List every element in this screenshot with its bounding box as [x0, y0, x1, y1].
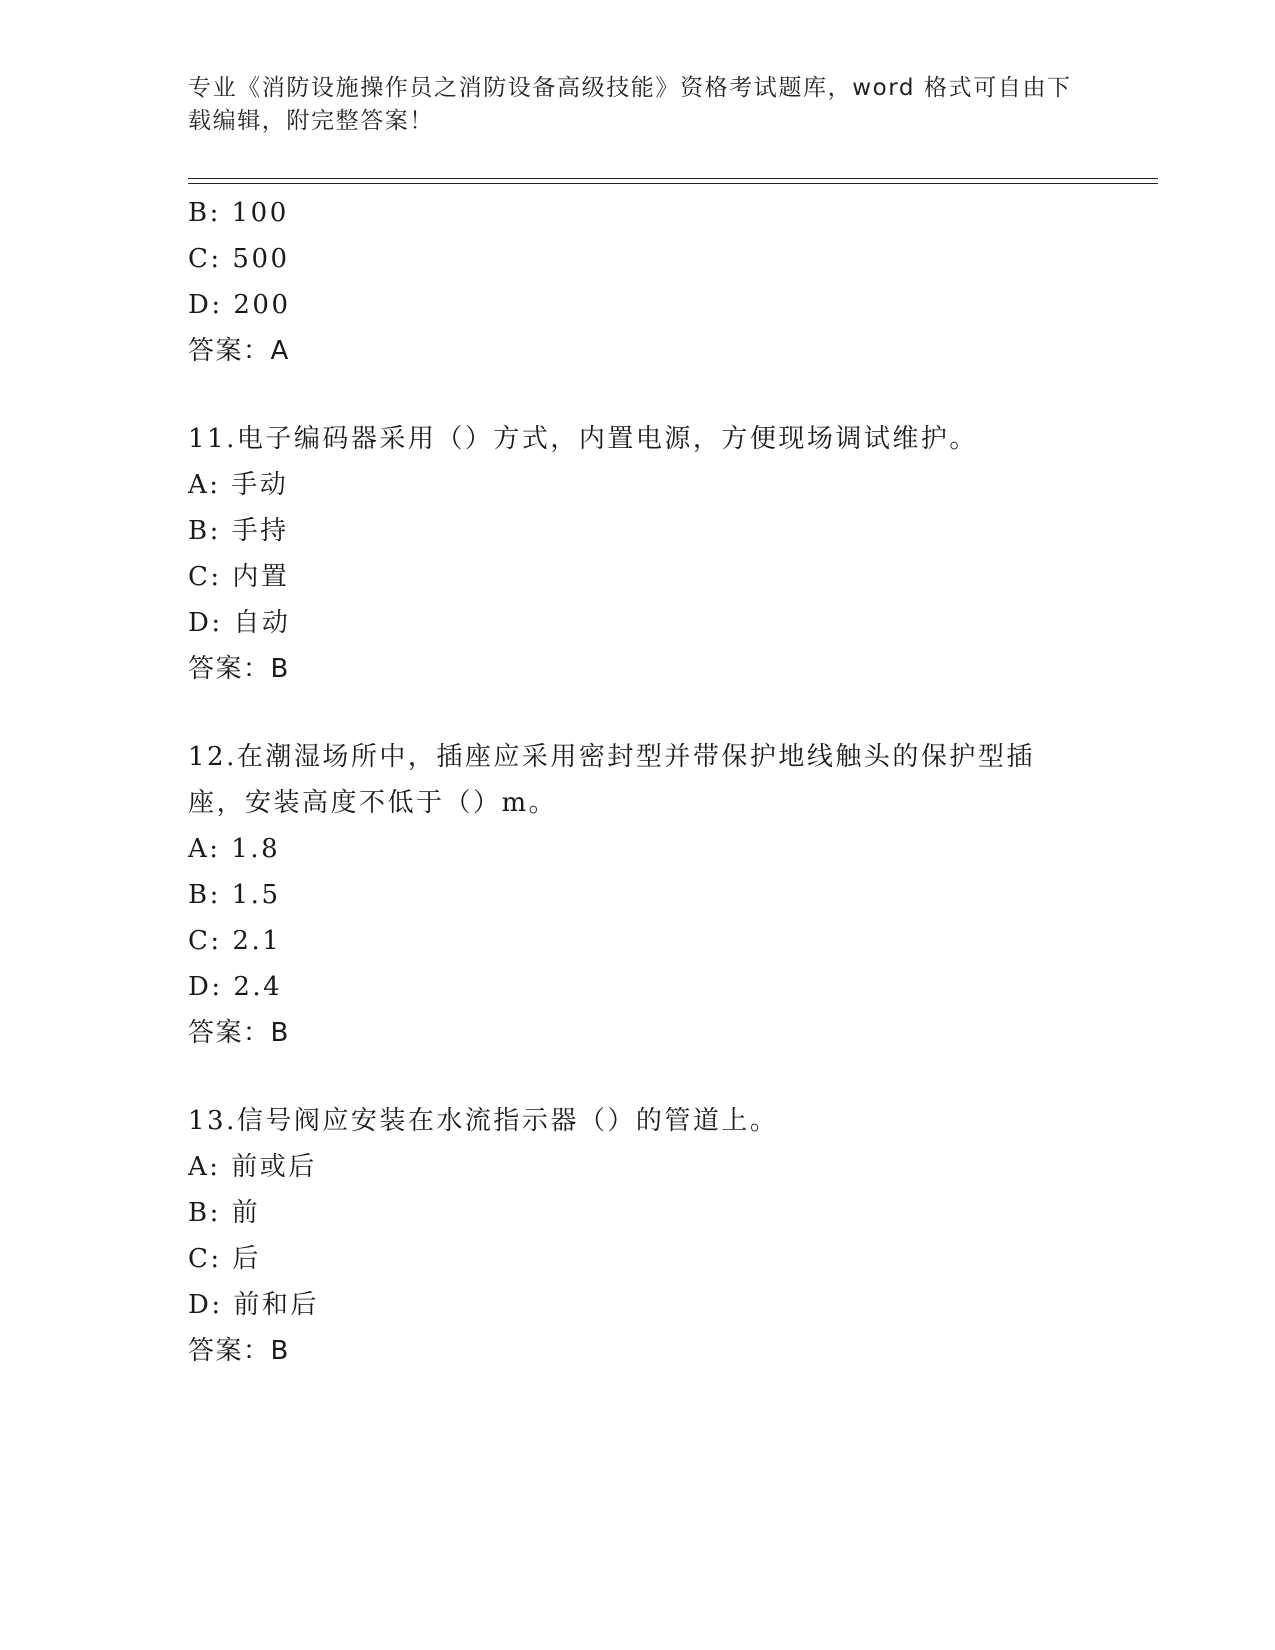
option-d: D: 200: [188, 290, 291, 320]
option-a: A: 手动: [188, 470, 289, 500]
option-d: D: 自动: [188, 608, 291, 638]
question-list: [188, 190, 1088, 1374]
question-text: 12.在潮湿场所中，插座应采用密封型并带保护地线触头的保护型插座，安装高度不低于（）m。: [188, 742, 1035, 818]
option-c: C: 500: [188, 244, 290, 274]
option-b: B: 100: [188, 198, 289, 228]
answer: 答案：B: [188, 654, 290, 684]
question-13: [188, 1098, 1088, 1374]
header-divider: [188, 178, 1158, 184]
option-c: C: 后: [188, 1244, 261, 1274]
option-d: D: 2.4: [188, 972, 283, 1002]
option-b: B: 1.5: [188, 880, 281, 910]
option-b: B: 前: [188, 1198, 261, 1228]
question-12: [188, 734, 1088, 1056]
option-b: B: 手持: [188, 516, 289, 546]
answer: 答案：B: [188, 1018, 290, 1048]
answer: 答案：B: [188, 1336, 290, 1366]
question-11: [188, 416, 1088, 692]
option-a: A: 1.8: [188, 834, 281, 864]
option-c: C: 内置: [188, 562, 290, 592]
option-c: C: 2.1: [188, 926, 282, 956]
document-header: 专业《消防设施操作员之消防设备高级技能》资格考试题库，word 格式可自由下载编辑，附完整答案！: [188, 75, 1072, 134]
answer: 答案：A: [188, 336, 290, 366]
partial-question: [188, 190, 1088, 374]
option-a: A: 前或后: [188, 1152, 317, 1182]
option-d: D: 前和后: [188, 1290, 319, 1320]
question-text: 11.电子编码器采用（）方式，内置电源，方便现场调试维护。: [188, 424, 978, 454]
question-text: 13.信号阀应安装在水流指示器（）的管道上。: [188, 1106, 779, 1136]
